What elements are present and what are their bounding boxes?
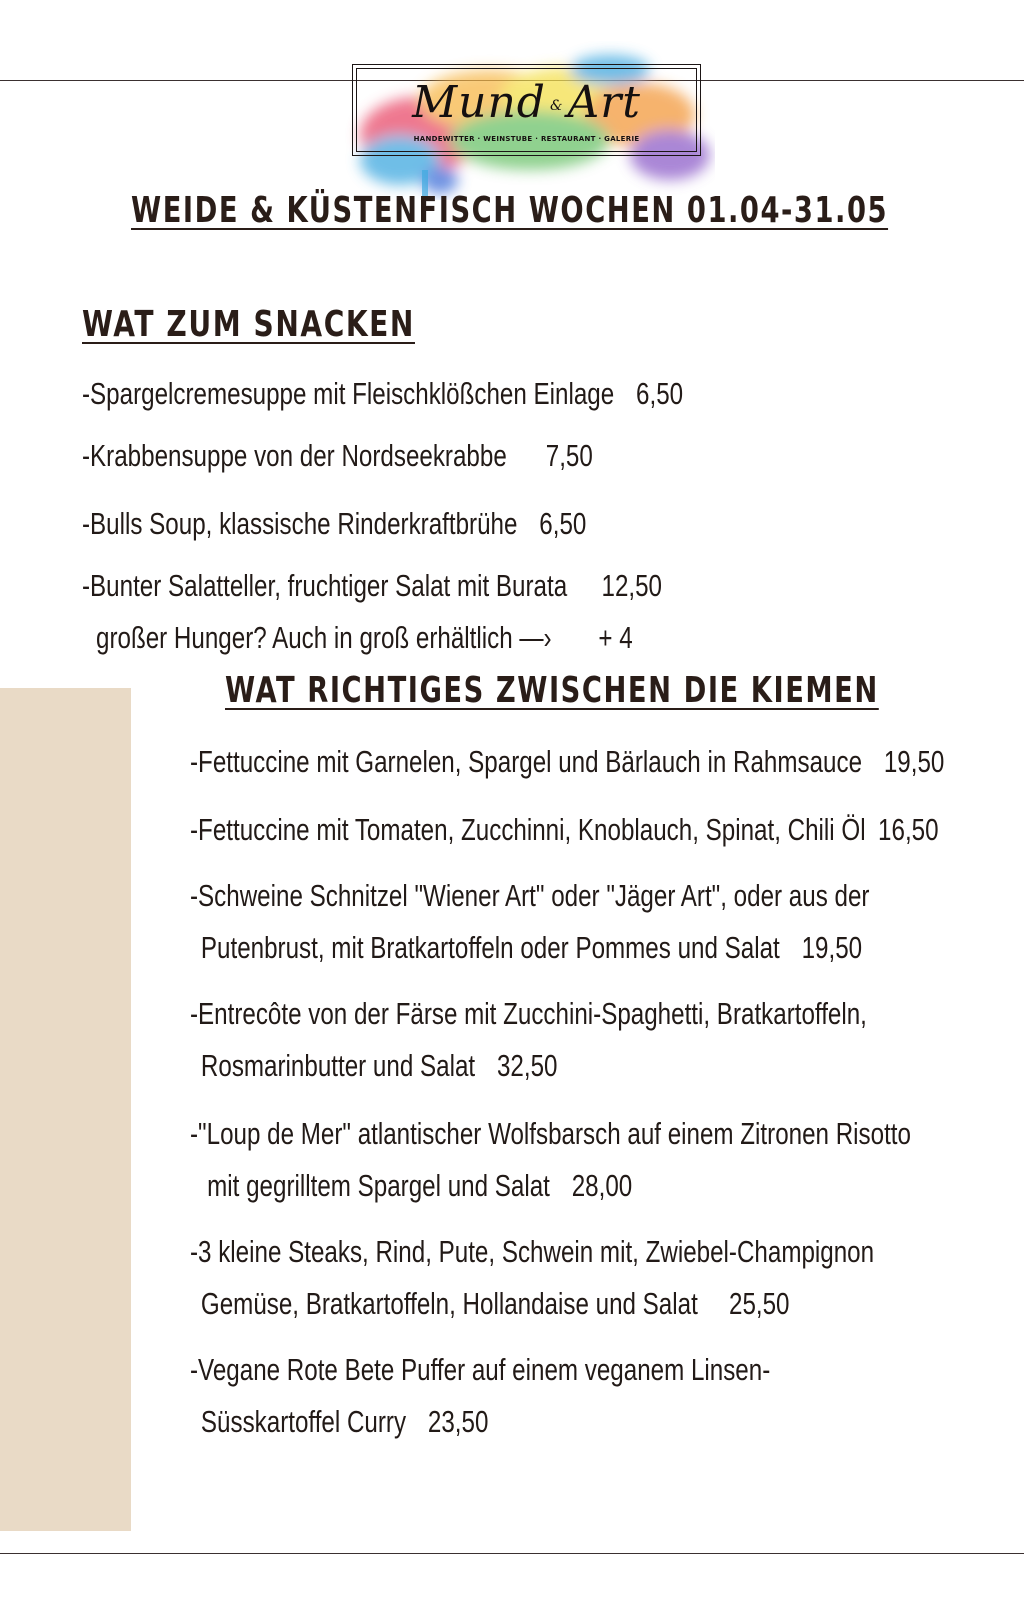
menu-item-name: -Bulls Soup, klassische Rinderkraftbrühe xyxy=(82,506,518,541)
menu-item-name: -"Loup de Mer" atlantischer Wolfsbarsch auf einem Zitronen Risotto xyxy=(190,1116,911,1151)
restaurant-logo xyxy=(340,40,715,200)
section-heading-main-dishes: WAT RICHTIGES ZWISCHEN DIE KIEMEN xyxy=(225,670,879,711)
menu-item xyxy=(82,368,683,420)
menu-item xyxy=(190,1226,874,1330)
menu-item-price: 6,50 xyxy=(539,506,587,541)
logo-tagline: HANDEWITTER · WEINSTUBE · RESTAURANT · GALERIE xyxy=(413,135,640,143)
menu-item-note-text: großer Hunger? Auch in groß erhältlich —› xyxy=(96,620,552,655)
menu-item xyxy=(190,804,939,856)
menu-item-note-price: + 4 xyxy=(598,620,633,655)
menu-item-name-continued: Rosmarinbutter und Salat xyxy=(200,1048,476,1083)
section-heading-snacks: WAT ZUM SNACKEN xyxy=(82,304,415,345)
menu-item xyxy=(190,1344,770,1448)
menu-item-name: -Schweine Schnitzel "Wiener Art" oder "Jäger Art", oder aus der xyxy=(190,878,870,913)
menu-item-price: 25,50 xyxy=(728,1286,790,1321)
menu-item-name: -3 kleine Steaks, Rind, Pute, Schwein mit, Zwiebel-Champignon xyxy=(190,1234,875,1269)
menu-item-name-continued: Putenbrust, mit Bratkartoffeln oder Pommes und Salat xyxy=(200,930,780,965)
logo-wordmark: Mund &Art xyxy=(412,77,641,128)
menu-item-name: -Vegane Rote Bete Puffer auf einem veganem Linsen- xyxy=(190,1352,771,1387)
menu-item xyxy=(190,870,869,974)
menu-item-price: 32,50 xyxy=(496,1048,558,1083)
menu-item-price: 28,00 xyxy=(571,1168,633,1203)
menu-item-name-continued: Süsskartoffel Curry xyxy=(200,1404,407,1439)
menu-item-price: 23,50 xyxy=(427,1404,489,1439)
menu-item xyxy=(82,498,586,550)
menu-item-name: -Fettuccine mit Tomaten, Zucchinni, Knoblauch, Spinat, Chili Öl xyxy=(190,812,866,847)
menu-item-name-continued: mit gegrilltem Spargel und Salat xyxy=(207,1168,550,1203)
menu-item xyxy=(190,988,867,1092)
decorative-side-panel xyxy=(0,688,131,1531)
menu-item-price: 16,50 xyxy=(878,812,939,847)
menu-item-note xyxy=(96,612,633,664)
menu-item-price: 12,50 xyxy=(601,568,663,603)
menu-item-name-continued: Gemüse, Bratkartoffeln, Hollandaise und Salat xyxy=(200,1286,698,1321)
menu-item-price: 19,50 xyxy=(801,930,863,965)
menu-item-name: -Entrecôte von der Färse mit Zucchini-Spaghetti, Bratkartoffeln, xyxy=(190,996,867,1031)
menu-item xyxy=(190,1108,911,1212)
menu-item xyxy=(82,560,662,612)
bottom-rule xyxy=(0,1553,1024,1554)
page-title: WEIDE & KÜSTENFISCH WOCHEN 01.04-31.05 xyxy=(131,190,889,231)
menu-item-price: 7,50 xyxy=(545,438,593,473)
menu-item xyxy=(190,736,944,788)
menu-item-name: -Spargelcremesuppe mit Fleischklößchen Einlage xyxy=(82,376,615,411)
menu-item-name: -Bunter Salatteller, fruchtiger Salat mit Burata xyxy=(82,568,568,603)
menu-item-price: 19,50 xyxy=(883,744,945,779)
menu-item-name: -Krabbensuppe von der Nordseekrabbe xyxy=(82,438,507,473)
logo-frame xyxy=(352,64,701,156)
menu-item-name: -Fettuccine mit Garnelen, Spargel und Bärlauch in Rahmsauce xyxy=(190,744,863,779)
menu-item-price: 6,50 xyxy=(636,376,684,411)
menu-item xyxy=(82,430,593,482)
